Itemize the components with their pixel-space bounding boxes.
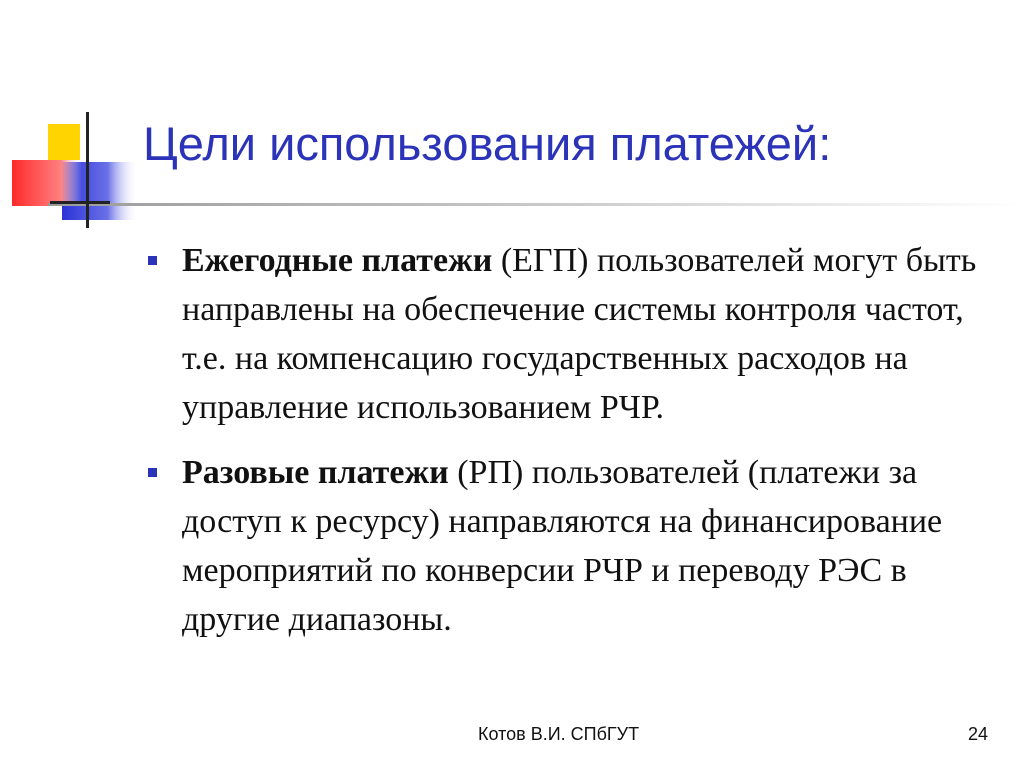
decor-vertical-line (86, 112, 89, 228)
bullet-body: (ЕГП) пользователей могут быть направлены на обеспечение системы контроля частот, т.е. на компенсацию государственных расходов на управление использованием РЧР. (182, 242, 977, 426)
bullet-bold-term: Разовые платежи (182, 454, 449, 491)
bullet-body: (РП) пользователей (платежи за доступ к ресурсу) направляются на финансирование мероприятий по конверсии РЧР и переводу РЭС в другие диапазоны. (182, 454, 943, 638)
list-item (140, 448, 1010, 644)
bullet-square-icon (148, 468, 157, 477)
slide-title: Цели использования платежей: (143, 117, 832, 170)
bullet-text (182, 236, 1010, 432)
footer-author: Котов В.И. СПбГУТ (478, 724, 640, 744)
list-item (140, 236, 1010, 432)
page-number: 24 (968, 724, 989, 744)
decor-black-tick (50, 201, 110, 204)
bullet-list (140, 236, 1010, 660)
bullet-square-icon (148, 256, 157, 265)
decor-horizontal-rule (48, 203, 1024, 206)
decor-red-square (12, 160, 82, 206)
bullet-text (182, 448, 1010, 644)
decor-yellow-square (48, 124, 80, 160)
bullet-bold-term: Ежегодные платежи (182, 242, 493, 279)
